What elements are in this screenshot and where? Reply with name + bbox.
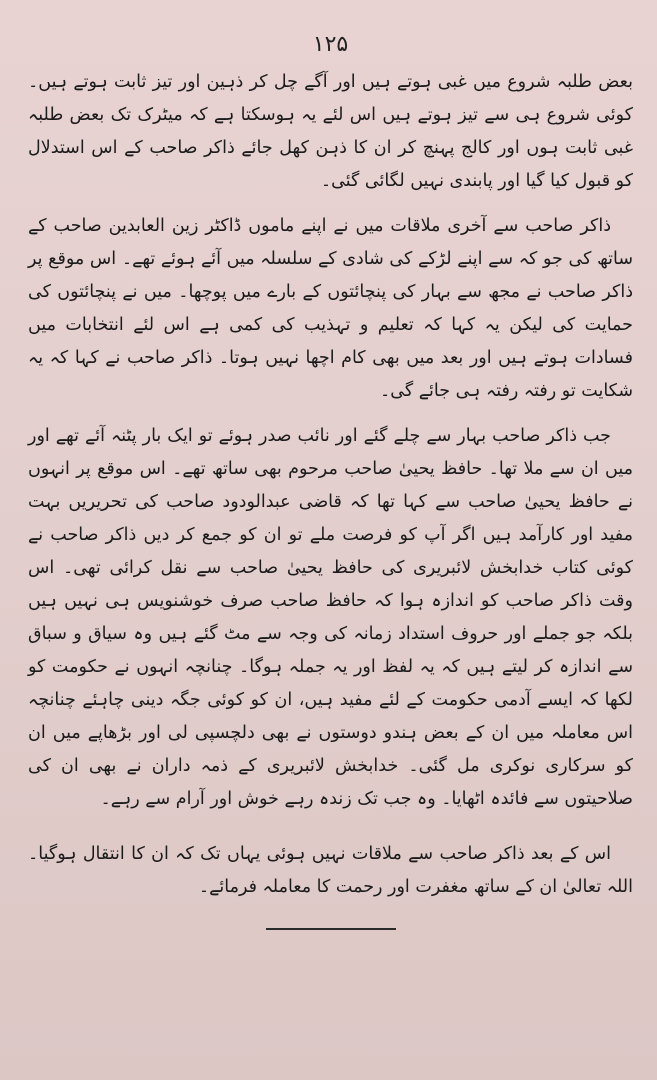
paragraph-2: ذاکر صاحب سے آخری ملاقات میں نے اپنے ماموں ڈاکٹر زین العابدین صاحب کے ساتھ کی جو کہ سے اپنے لڑکے کی شادی کے سلسلہ میں آئے ہوئے تھے۔ اس موقع پر ذاکر صاحب نے مجھ سے بہار کی پنچائتوں کے بارے میں پوچھا۔ میں نے پنچائتوں کی حمایت کی لیکن یہ کہا کہ تعلیم و تہذیب کی کمی ہے اس لئے انتخابات میں فسادات ہوتے ہیں اور بعد میں بھی کام اچھا نہیں ہوتا۔ ذاکر صاحب نے کہا کہ یہ شکایت تو رفتہ رفتہ ہی جائے گی۔ bbox=[28, 216, 633, 401]
paragraph-1: بعض طلبہ شروع میں غبی ہوتے ہیں اور آگے چل کر ذہین اور تیز ثابت ہوتے ہیں۔ کوئی شروع ہی سے تیز ہوتے ہیں اس لئے یہ ہوسکتا ہے کہ میٹرک تک بعض طلبہ غبی ثابت ہوں اور کالج پہنچ کر ان کا ذہن کھل جائے ذاکر صاحب کے اس استدلال کو قبول کیا گیا اور پابندی نہیں لگائی گئی۔ bbox=[28, 72, 633, 191]
page-body bbox=[28, 66, 633, 904]
paragraph-3: جب ذاکر صاحب بہار سے چلے گئے اور نائب صدر ہوئے تو ایک بار پٹنہ آئے تھے اور میں ان سے ملا تھا۔ حافظ یحییٰ صاحب مرحوم بھی ساتھ تھے۔ اس موقع پر انہوں نے حافظ یحییٰ صاحب سے کہا تھا کہ قاضی عبدالودود صاحب کی تحریریں بہت مفید اور کارآمد ہیں اگر آپ کو فرصت ملے تو ان کو جمع کر دیں ذاکر صاحب نے کوئی کتاب خدابخش لائبریری کی حافظ یحییٰ صاحب سے نقل کرائی تھی۔ اس وقت ذاکر صاحب کو اندازہ ہوا کہ حافظ صاحب صرف خوشنویس ہی نہیں ہیں بلکہ جو جملے اور حروف استداد زمانہ کی وجہ سے مٹ گئے ہیں وہ سیاق و سباق سے اندازہ کر لیتے ہیں کہ یہ لفظ اور یہ جملہ ہوگا۔ چنانچہ انہوں نے حکومت کو لکھا کہ ایسے آدمی حکومت کے لئے مفید ہیں، ان کو کوئی جگہ دینی چاہئے چنانچہ اس معاملہ میں ان کے بعض ہندو دوستوں نے بھی دلچسپی لی اور بڑھاپے میں ان کو سرکاری نوکری مل گئی۔ خدابخش لائبریری کے ذمہ داران نے بھی ان کی صلاحیتوں سے فائدہ اٹھایا۔ وہ جب تک زندہ رہے خوش اور آرام سے رہے۔ bbox=[28, 426, 633, 809]
page-number: ۱۲۵ bbox=[312, 32, 349, 57]
paragraph-4: اس کے بعد ذاکر صاحب سے ملاقات نہیں ہوئی یہاں تک کہ ان کا انتقال ہوگیا۔ اللہ تعالیٰ ان کے ساتھ مغفرت اور رحمت کا معاملہ فرمائے۔ bbox=[28, 844, 633, 897]
section-divider bbox=[266, 928, 396, 930]
